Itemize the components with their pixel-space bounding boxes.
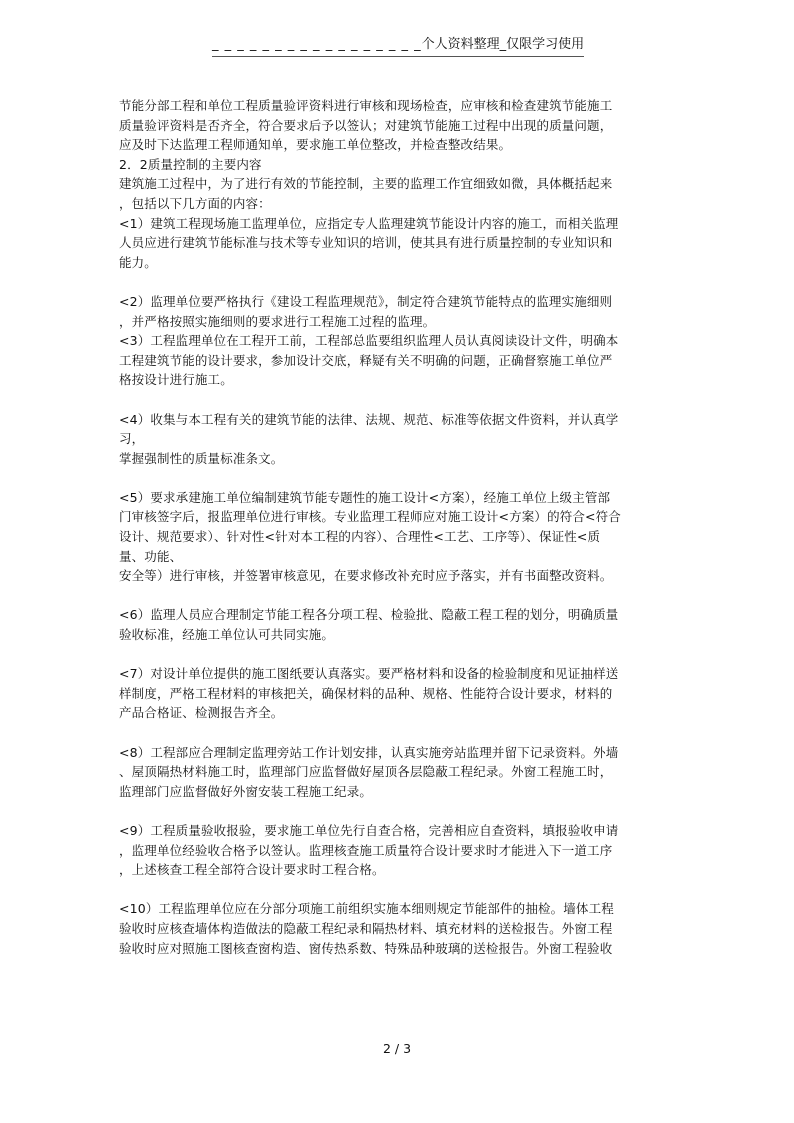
text-line: 产品合格证、检测报告齐全。 [119,705,284,721]
page-number: 2 / 3 [382,1041,412,1056]
paragraph-gap [119,801,675,821]
paragraph-gap [119,272,675,292]
text-line: 验收标准，经施工单位认可共同实施。 [119,627,335,643]
text-line: <10）工程监理单位应在分部分项施工前组织实施本细则规定节能部件的抽检。墙体工程 [119,901,614,917]
text-line: 掌握强制性的质量标准条文。 [119,450,284,466]
text-line: ，包括以下几方面的内容： [119,195,271,211]
text-line: 质量验评资料是否齐全，符合要求后予以签认；对建筑节能施工过程中出现的质量问题， [119,117,613,133]
text-line: ，上述核查工程全部符合设计要求时工程合格。 [119,862,385,878]
text-line: <6）监理人员应合理制定节能工程各分项工程、检验批、隐蔽工程工程的划分，明确质量 [119,607,619,623]
text-line: 节能分部工程和单位工程质量验评资料进行审核和现场检查，应审核和检查建筑节能施工 [119,98,613,113]
text-line: 设计、规范要求）、针对性<针对本工程的内容）、合理性<工艺、工序等）、保证性<质 [119,529,601,545]
text-line: 门审核签字后，报监理单位进行审核。专业监理工程师应对施工设计<方案）的符合<符合 [119,509,621,525]
section-heading: 2．2质量控制的主要内容 [119,156,262,172]
text-line: 量、功能、 [119,548,183,564]
text-line: <2）监理单位要严格执行《建设工程监理规范》，制定符合建筑节能特点的监理实施细则 [119,293,613,309]
text-line: <8）工程部应合理制定监理旁站工作计划安排，认真实施旁站监理并留下记录资料。外墙 [119,744,619,760]
text-line: 建筑施工过程中，为了进行有效的节能控制，主要的监理工作宜细致如微，具体概括起来 [119,176,613,192]
text-line: 能力。 [119,254,157,270]
text-line: 工程建筑节能的设计要求，参加设计交底，释疑有关不明确的问题，正确督察施工单位严 [119,352,613,368]
text-line: <1）建筑工程现场施工监理单位，应指定专人监理建筑节能设计内容的施工，而相关监理 [119,215,619,231]
paragraph-gap [119,645,675,665]
text-line: 安全等）进行审核，并签署审核意见，在要求修改补充时应予落实，并有书面整改资料。 [119,568,613,584]
text-line: <7）对设计单位提供的施工图纸要认真落实。要严格材料和设备的检验制度和见证抽样送 [119,666,619,682]
text-line: 、屋顶隔热材料施工时，监理部门应监督做好屋顶各层隐蔽工程纪录。外窗工程施工时， [119,764,613,780]
document-body [119,96,675,958]
text-line: <3）工程监理单位在工程开工前，工程部总监要组织监理人员认真阅读设计文件，明确本 [119,333,619,349]
text-line: 习， [119,431,145,447]
paragraph-gap [119,723,675,743]
text-line: 验收时应核查墙体构造做法的隐蔽工程纪录和隔热材料、填充材料的送检报告。外窗工程 [119,920,613,936]
text-line: ，监理单位经验收合格予以签认。监理核查施工质量符合设计要求时才能进入下一道工序 [119,842,613,858]
text-line: 样制度，严格工程材料的审核把关，确保材料的品种、规格、性能符合设计要求，材料的 [119,685,613,701]
text-line: 格按设计进行施工。 [119,372,233,388]
text-line: <4）收集与本工程有关的建筑节能的法律、法规、规范、标准等依据文件资料，并认真学 [119,411,619,427]
header-dashes: _ _ _ _ _ _ _ _ _ _ _ _ _ _ _ _ _ [212,37,422,52]
page-header [212,36,592,54]
text-line: 人员应进行建筑节能标准与技术等专业知识的培训，使其具有进行质量控制的专业知识和 [119,235,613,251]
text-line: 验收时应对照施工图核查窗构造、窗传热系数、特殊品种玻璃的送检报告。外窗工程验收 [119,940,613,956]
text-line: 应及时下达监理工程师通知单，要求施工单位整改，并检查整改结果。 [119,137,512,153]
header-rule [212,56,584,57]
header-text: 个人资料整理_仅限学习使用 [421,37,585,52]
paragraph-gap [119,586,675,606]
text-line: 监理部门应监督做好外窗安装工程施工纪录。 [119,783,373,799]
text-line: ，并严格按照实施细则的要求进行工程施工过程的监理。 [119,313,436,329]
text-line: <9）工程质量验收报验，要求施工单位先行自查合格，完善相应自查资料，填报验收申请 [119,822,619,838]
paragraph-gap [119,880,675,900]
paragraph-gap [119,468,675,488]
paragraph-gap [119,390,675,410]
text-line: <5）要求承建施工单位编制建筑节能专题性的施工设计<方案），经施工单位上级主管部 [119,489,611,505]
